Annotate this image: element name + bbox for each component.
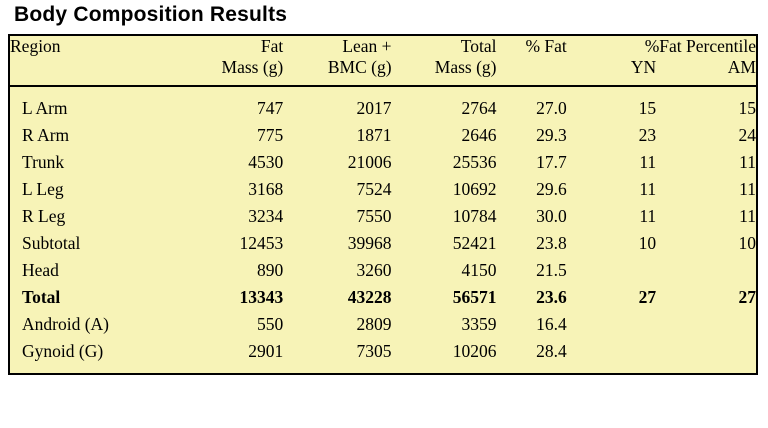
cell-percentile-yn: 27 [638, 287, 657, 307]
cell-percentile-am: 27 [738, 287, 756, 307]
cell-total-mass: 4150 [461, 260, 497, 280]
bottom-spacer [8, 375, 760, 389]
cell-pct-fat: 29.6 [536, 179, 567, 199]
cell-pct-fat: 28.4 [536, 341, 567, 361]
column-header-pct-fat-sub [497, 57, 567, 85]
cell-region: Trunk [22, 152, 65, 172]
cell-percentile-yn: 23 [638, 125, 657, 145]
cell-total-mass: 10206 [452, 341, 497, 361]
cell-fat-mass: 13343 [239, 287, 284, 307]
cell-pct-fat: 23.8 [536, 233, 567, 253]
column-header-fat-mass: Fat [260, 36, 284, 56]
cell-percentile-am: 11 [739, 152, 756, 172]
column-header-lean-bmc: Lean + [342, 36, 392, 56]
cell-lean-bmc: 7524 [356, 179, 392, 199]
cell-percentile-yn [567, 311, 656, 338]
cell-fat-mass: 3234 [248, 206, 284, 226]
cell-pct-fat: 17.7 [536, 152, 567, 172]
table-row [10, 338, 756, 365]
cell-total-mass: 56571 [452, 287, 497, 307]
column-header-total-mass: Total [460, 36, 497, 56]
column-header-pct-fat: % Fat [525, 36, 567, 56]
column-header-percentile-yn: YN [630, 57, 657, 77]
cell-percentile-am [656, 311, 756, 338]
table-row [10, 95, 756, 122]
cell-percentile-am [656, 338, 756, 365]
table-row [10, 122, 756, 149]
column-header-fat-mass-units: Mass (g) [221, 57, 284, 77]
table-row [10, 203, 756, 230]
cell-percentile-yn: 11 [639, 152, 657, 172]
table-top-spacer [10, 87, 756, 95]
spacer-cell [10, 87, 756, 95]
cell-lean-bmc: 43228 [347, 287, 392, 307]
cell-region: L Leg [22, 179, 64, 199]
body-composition-table-container [8, 34, 758, 375]
cell-pct-fat: 21.5 [536, 260, 567, 280]
table-row [10, 176, 756, 203]
cell-total-mass: 25536 [452, 152, 497, 172]
cell-region: Gynoid (G) [22, 341, 104, 361]
cell-percentile-yn [567, 257, 656, 284]
cell-total-mass: 2646 [461, 125, 497, 145]
cell-percentile-am: 10 [738, 233, 756, 253]
cell-total-mass: 52421 [452, 233, 497, 253]
cell-fat-mass: 4530 [248, 152, 284, 172]
column-header-pct-fat-percentile: %Fat Percentile [644, 36, 756, 56]
cell-percentile-yn: 11 [639, 179, 657, 199]
column-header-region-sub [10, 57, 178, 85]
header-row-line2 [10, 57, 756, 85]
cell-percentile-am: 24 [738, 125, 756, 145]
cell-pct-fat: 23.6 [536, 287, 567, 307]
cell-lean-bmc: 7305 [356, 341, 392, 361]
cell-lean-bmc: 39968 [347, 233, 392, 253]
table-row [10, 149, 756, 176]
cell-region: Head [22, 260, 59, 280]
cell-pct-fat: 27.0 [536, 98, 567, 118]
cell-lean-bmc: 2809 [356, 314, 392, 334]
cell-lean-bmc: 3260 [356, 260, 392, 280]
cell-fat-mass: 890 [257, 260, 284, 280]
cell-percentile-yn [567, 338, 656, 365]
table-header [10, 36, 756, 87]
column-header-lean-bmc-units: BMC (g) [327, 57, 392, 77]
cell-region: Subtotal [22, 233, 81, 253]
cell-percentile-yn: 10 [638, 233, 657, 253]
cell-lean-bmc: 1871 [356, 125, 392, 145]
table-row [10, 257, 756, 284]
cell-percentile-yn: 15 [638, 98, 657, 118]
cell-total-mass: 10784 [452, 206, 497, 226]
column-header-percentile-am: AM [727, 57, 756, 77]
spacer-cell [10, 365, 756, 373]
cell-total-mass: 2764 [461, 98, 497, 118]
cell-region: R Leg [22, 206, 66, 226]
cell-fat-mass: 2901 [248, 341, 284, 361]
cell-lean-bmc: 2017 [356, 98, 392, 118]
table-row [10, 230, 756, 257]
table-row [10, 311, 756, 338]
cell-lean-bmc: 7550 [356, 206, 392, 226]
cell-pct-fat: 16.4 [536, 314, 567, 334]
cell-percentile-am [656, 257, 756, 284]
cell-pct-fat: 29.3 [536, 125, 567, 145]
cell-total-mass: 10692 [452, 179, 497, 199]
cell-fat-mass: 747 [257, 98, 284, 118]
cell-percentile-am: 15 [738, 98, 756, 118]
table-bottom-spacer [10, 365, 756, 373]
page-title: Body Composition Results [14, 3, 288, 26]
cell-region: L Arm [22, 98, 68, 118]
body-composition-table [10, 36, 756, 373]
header-row-line1 [10, 36, 756, 57]
cell-fat-mass: 550 [257, 314, 284, 334]
cell-percentile-am: 11 [739, 179, 756, 199]
table-body [10, 87, 756, 373]
cell-region: Total [22, 287, 61, 307]
table-row [10, 284, 756, 311]
cell-region: Android (A) [22, 314, 109, 334]
cell-fat-mass: 775 [257, 125, 284, 145]
cell-percentile-am: 11 [739, 206, 756, 226]
cell-percentile-yn: 11 [639, 206, 657, 226]
cell-total-mass: 3359 [461, 314, 497, 334]
cell-fat-mass: 12453 [239, 233, 284, 253]
cell-fat-mass: 3168 [248, 179, 284, 199]
cell-lean-bmc: 21006 [347, 152, 392, 172]
column-header-total-mass-units: Mass (g) [434, 57, 497, 77]
column-header-region: Region [10, 36, 61, 56]
cell-pct-fat: 30.0 [536, 206, 567, 226]
cell-region: R Arm [22, 125, 70, 145]
